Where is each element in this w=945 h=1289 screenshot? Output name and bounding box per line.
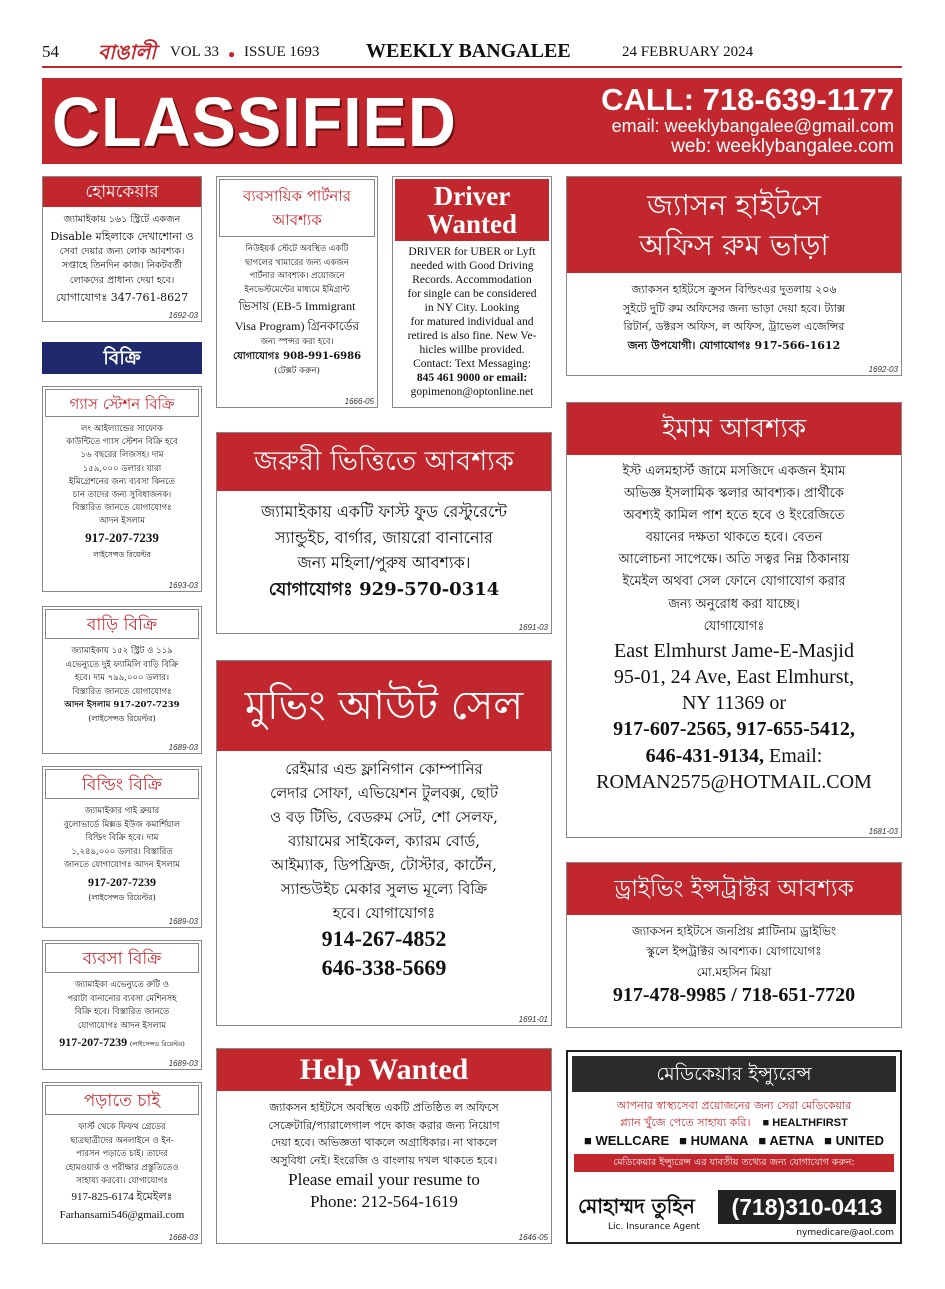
ad-phone: 917-207-7239	[88, 874, 156, 889]
ad-title: Help Wanted	[217, 1049, 551, 1091]
ad-title: গ্যাস স্টেশন বিক্রি	[45, 389, 199, 417]
contact-website: web: weeklybangalee.com	[671, 136, 894, 157]
ad-text: ইনভেস্টমেন্টের মাধ্যমে ইমিগ্রান্ট	[244, 284, 350, 295]
separator-dot-icon: ●	[228, 47, 236, 61]
ad-text: যোগাযোগঃ আদন ইসলাম	[77, 1020, 167, 1031]
ad-text: বিল্ডিং বিক্রি হবে। দাম	[85, 833, 159, 844]
ad-house-sale	[42, 606, 202, 754]
ad-text: ছাগলের খামারের জন্য একজন	[245, 257, 349, 268]
issue-label: ISSUE 1693	[244, 44, 320, 60]
ad-text: স্যান্ডুইচ, বার্গার, জায়রো বানানোর	[275, 527, 493, 547]
ad-text: আলোচনা সাপেক্ষে। অতি সত্বর নিম্ন ঠিকানায়	[618, 552, 850, 568]
ad-medicare: মেডিকেয়ার ইন্স্যুরেন্স আপনার স্বাস্থ্যসেবা প্রয়োজনের জন্য সেরা মেডিকেয়ার প্ল্যান খুঁজে পেতে সাহায্য করি। ■ HEALTHFIRST ■ WELLCARE ■ HUMANA ■ AETNA ■ UNITED মেডিকেয়ার ইন্স্যুরেন্স এর যাবতীয় তথ্যের জন্য যোগাযোগ করুন: মোহাম্মদ তুহিন Lic. Insurance Agent (718)310-0413 nymedicare@aol.com	[566, 1050, 902, 1244]
ad-text: জ্যাকসন হাইটসে জনপ্রিয় প্লাটিনাম ড্রাইভিং	[631, 924, 837, 938]
ad-text: জন্য মহিলা/পুরুষ আবশ্যক।	[297, 553, 471, 573]
ad-business-partner	[216, 176, 378, 408]
ad-text: সেবা দেয়ার জন্য লোক আবশ্যক।	[59, 245, 185, 257]
brand-aetna: AETNA	[769, 1133, 815, 1148]
agent-title: Lic. Insurance Agent	[608, 1222, 700, 1232]
ad-text: Records. Accommodation	[412, 274, 532, 287]
ad-text: Disable মহিলাকে দেখাশোনা ও	[50, 229, 194, 243]
ad-title-line: Driver	[433, 181, 511, 211]
ad-text: সাহায্য করবো। যোগাযোগঃ	[76, 1176, 168, 1187]
ad-text: স্যান্ডউইচ মেকার সুলভ মূল্যে বিক্রি	[280, 880, 488, 898]
ad-text: ইমেইল অথবা সেল ফোনে যোগাযোগ করার	[622, 574, 846, 590]
ad-text: (লাইসেন্সড রিয়েল্টর)	[88, 713, 156, 723]
ad-text: সপ্তাহে তিনদিন কাজ। নিকটবর্তী	[61, 260, 183, 272]
ad-text: সুইটে দুটি রুম অফিসের জন্য ভাড়া দেয়া হবে। ট্যাক্স	[623, 301, 845, 315]
ad-text: retired is also fine. New Ve-	[407, 330, 537, 343]
ad-text: অবশ্যই কামিল পাশ হতে হবে ও ইংরেজিতে	[623, 508, 845, 524]
ad-text: পার্টনার আবশ্যক। প্রয়োজনে	[249, 271, 345, 282]
ad-title-line: আবশ্যক	[272, 211, 322, 229]
ad-contact: 845 461 9000 or email:	[416, 372, 528, 385]
ad-title-line: অফিস রুম ভাড়া	[639, 228, 829, 262]
ad-text: লাইসেন্সড রিয়েল্টর	[93, 549, 151, 559]
ad-text: জ্যামাইকায় ১৫২ স্ট্রিট ও ১১৯	[71, 646, 173, 656]
ad-ref: 1692-03	[868, 365, 898, 374]
ad-text: লোকদের প্রাধান্য দেয়া হবে।	[69, 275, 175, 287]
ad-text: লং আইল্যান্ডের সাফোক	[81, 424, 163, 434]
ad-text: ছাত্রছাত্রীদের অনলাইনে ও ইন-	[70, 1135, 174, 1146]
ad-ref: 1691-01	[518, 1015, 548, 1024]
ad-text: জানতে যোগাযোগঃ আদন ইসলাম	[64, 860, 180, 871]
ad-text: প্ল্যান খুঁজে পেতে সাহায্য করি।	[620, 1115, 751, 1129]
ad-imam-wanted	[566, 402, 902, 838]
ad-title: ব্যবসা বিক্রি	[45, 943, 199, 973]
ad-text: স্কুলে ইন্সট্রাক্টর আবশ্যক। যোগাযোগঃ	[646, 944, 822, 959]
ad-text: বিক্রি হবে। বিস্তারিত জানতে	[74, 1007, 170, 1018]
ad-ref: 1691-03	[518, 623, 548, 632]
ad-text: আদন ইসলাম	[99, 516, 145, 527]
ad-driving-instructor	[566, 862, 902, 1028]
ad-contact: 917-825-6174 ইমেইলঃ	[71, 1190, 173, 1203]
paper-name: WEEKLY BANGALEE	[366, 40, 571, 62]
ad-contact: যোগাযোগঃ 347-761-8627	[55, 290, 189, 304]
section-title: CLASSIFIED	[52, 83, 457, 161]
ad-address: East Elmhurst Jame-E-Masjid	[614, 639, 854, 662]
brand-humana: HUMANA	[690, 1133, 749, 1148]
agent-phone: (718)310-0413	[718, 1190, 896, 1224]
ad-ref: 1693-03	[168, 581, 198, 590]
ad-text: বয়ানের দক্ষতা থাকতে হবে। বেতন	[645, 530, 823, 546]
brand-united: UNITED	[835, 1133, 884, 1148]
ad-text: আপনার স্বাস্থ্যসেবা প্রয়োজনের জন্য সেরা মেডিকেয়ার	[616, 1099, 852, 1112]
ad-text: কাউন্টিতে গ্যাস স্টেশন বিক্রি হবে	[66, 437, 178, 448]
ad-text: বুলোভার্ডে মিক্সড ইউজ কমার্শিয়াল	[63, 819, 181, 830]
ad-phone: 646-431-9134,	[645, 744, 764, 767]
ad-text: লেদার সোফা, এভিয়েশন টুলবক্স, ছোট	[270, 784, 498, 802]
classified-banner	[42, 78, 902, 164]
ad-text: পারসন পড়াতে চাই। তাদের	[76, 1149, 168, 1160]
ad-contact: যোগাযোগঃ 908-991-6986	[232, 351, 362, 363]
ad-text: মেডিকেয়ার ইন্স্যুরেন্স এর যাবতীয় তথ্যের জন্য যোগাযোগ করুন:	[574, 1154, 894, 1172]
ad-text: জ্যাকসন হাইটসে ক্রুসন বিল্ডিংএর দুতলায় ২০৬	[631, 283, 837, 296]
ad-text: Visa Program) গ্রিনকার্ডের	[234, 318, 360, 333]
ad-text: needed with Good Driving	[410, 260, 534, 273]
ad-title: পড়াতে চাই	[45, 1085, 199, 1115]
ad-text: রিটার্ন, ডক্টরস অফিস, ল অফিস, ট্রাভেল এজেন্সির	[623, 320, 845, 334]
contact-email: email: weeklybangalee@gmail.com	[611, 116, 894, 136]
ad-gas-station	[42, 386, 202, 592]
ad-title: বাড়ি বিক্রি	[45, 609, 199, 639]
ad-text: (লাইসেন্সড রিয়েল্টর)	[129, 1040, 185, 1049]
ad-text: (লাইসেন্সড রিয়েল্টর)	[88, 893, 156, 903]
ad-ref: 1689-03	[168, 917, 198, 926]
ad-text: বিস্তারিত জানতে যোগাযোগঃ	[72, 503, 172, 514]
ad-email: Farhansami546@gmail.com	[59, 1208, 185, 1221]
ad-text: in NY City. Looking	[424, 302, 520, 315]
ad-contact: আদন ইসলাম 917-207-7239	[64, 700, 180, 711]
ad-text: DRIVER for UBER or Lyft	[408, 246, 536, 258]
ad-text: যোগাযোগঃ	[703, 618, 765, 634]
ad-text: জ্যাকসন হাইটসে অবস্থিত একটি প্রতিষ্ঠিত ল অফিসে	[269, 1101, 499, 1114]
ad-urgent-hiring	[216, 432, 552, 634]
ad-business-sale	[42, 940, 202, 1070]
ad-text: পরাটা বানানোর ব্যবসা মেশিনসহ	[67, 993, 177, 1004]
ad-contact: জন্য উপযোগী। যোগাযোগঃ 917-566-1612	[627, 339, 841, 353]
ad-phone: 917-207-7239	[59, 1035, 128, 1050]
ad-office-rent	[566, 176, 902, 376]
ad-text: অসুবিধা নেই। ইংরেজি ও বাংলায় দখল থাকতে হবে।	[270, 1153, 498, 1167]
ad-text: (টেক্সট করুন)	[274, 366, 320, 377]
ad-text: Please email your resume to	[288, 1170, 480, 1190]
ad-text: ১,২৪৯,০০০ ডলার। বিস্তারিত	[71, 846, 173, 857]
ad-title-line: ব্যবসায়িক পার্টনার	[243, 187, 351, 205]
ad-moving-sale	[216, 660, 552, 1026]
ad-text: জন্য স্পন্সর করা হবে।	[260, 336, 334, 347]
ad-text: ফার্স্ট থেকে ফিফথ গ্রেডের	[78, 1122, 166, 1132]
ad-text: চান তাদের জন্য সুবিধাজনক।	[72, 489, 172, 500]
ad-ref: 1668-03	[168, 1233, 198, 1242]
paper-logo: বাঙালী	[98, 40, 157, 64]
ad-text: for single can be considered	[407, 288, 537, 301]
ad-homecare	[42, 176, 202, 322]
ad-title-line: জ্যাসন হাইটসে	[647, 188, 821, 222]
ad-text: ১৬ বছরের লিজসহ। দাম	[80, 450, 164, 461]
volume-label: VOL 33	[170, 44, 220, 60]
ad-text: ইস্ট এলমহার্স্ট জামে মসজিদে একজন ইমাম	[622, 464, 846, 479]
ad-text: ১৫৯,০০০ ডলার। যারা	[82, 463, 162, 474]
ad-text: জ্যামাইকা এভেন্যুতে রুটি ও	[74, 980, 170, 990]
page-number: 54	[42, 42, 59, 61]
ad-text: নিউইয়র্ক স্টেটে অবস্থিত একটি	[245, 244, 349, 254]
ad-title: মেডিকেয়ার ইন্স্যুরেন্স	[572, 1056, 896, 1092]
ad-ref: 1689-03	[168, 743, 198, 752]
brand-healthfirst: HEALTHFIRST	[772, 1116, 848, 1129]
ad-text: ব্যায়ামের সাইকেল, ক্যারম বোর্ড,	[287, 832, 481, 850]
ad-title	[395, 179, 549, 241]
ad-text: Contact: Text Messaging:	[413, 358, 531, 371]
ad-text: রেইমার এন্ড ফ্লানিগান কোম্পানির	[285, 760, 483, 778]
ad-contact: যোগাযোগঃ 929-570-0314	[268, 578, 500, 600]
ad-ref: 1646-05	[518, 1233, 548, 1242]
ad-contact: Phone: 212-564-1619	[310, 1192, 458, 1212]
ad-tutor	[42, 1082, 202, 1244]
ad-building-sale	[42, 766, 202, 928]
ad-address: NY 11369 or	[681, 691, 787, 714]
ad-title: বিল্ডিং বিক্রি	[45, 769, 199, 799]
ad-text: ও বড় টিভি, বেডরুম সেট, শো সেলফ,	[270, 808, 498, 826]
ad-text: হবে। দাম ৭৯৯,০০০ ডলার।	[74, 673, 170, 684]
ad-text: দেয়া হবে। অভিজ্ঞতা থাকলে অগ্রাধিকার। না থাকলে	[270, 1136, 498, 1150]
ad-title: জরুরী ভিত্তিতে আবশ্যক	[217, 433, 551, 491]
ad-ref: 1692-03	[168, 311, 198, 320]
sale-section-header: বিক্রি	[42, 342, 202, 374]
issue-date: 24 FEBRUARY 2024	[622, 44, 754, 60]
ad-ref: 1689-03	[168, 1059, 198, 1068]
agent-email: nymedicare@aol.com	[796, 1228, 894, 1238]
ad-text: ইমিগ্রেশনের জন্য ব্যবসা কিনতে	[68, 476, 176, 487]
ad-title: ইমাম আবশ্যক	[567, 403, 901, 455]
ad-text: মো.মহসিন মিয়া	[696, 964, 772, 979]
ad-address: 95-01, 24 Ave, East Elmhurst,	[613, 665, 855, 688]
ad-text: আইম্যাক, ডিপফ্রিজ, টোস্টার, কার্টেন,	[271, 856, 497, 874]
ad-phone: 914-267-4852	[321, 926, 447, 951]
ad-text: বিস্তারিত জানতে যোগাযোগঃ	[72, 686, 172, 697]
ad-phone: 917-607-2565, 917-655-5412,	[613, 717, 855, 740]
ad-help-wanted	[216, 1048, 552, 1244]
ad-phone: 917-207-7239	[85, 530, 159, 546]
ad-title: মুভিং আউট সেল	[217, 661, 551, 751]
agent-name: মোহাম্মদ তুহিন	[578, 1194, 695, 1218]
ad-title: হোমকেয়ার	[43, 177, 201, 207]
ad-text: হবে। যোগাযোগঃ	[332, 904, 436, 922]
ad-text: সেক্রেটারি/প্যারালেগাল পদে কাজ করার জন্য নিয়োগ	[268, 1118, 500, 1132]
ad-text: ভিসায় (EB-5 Immigrant	[238, 299, 356, 314]
ad-text: hicles willbe provided.	[419, 344, 525, 357]
ad-text: for matured individual and	[410, 316, 534, 329]
ad-text: জন্য অনুরোধ করা যাচ্ছে।	[668, 596, 800, 612]
call-number: CALL: 718-639-1177	[601, 82, 894, 117]
ad-text: জ্যামাইকায় একটি ফাস্ট ফুড রেস্টুরেন্টে	[260, 502, 508, 521]
ad-phone: 646-338-5669	[321, 954, 447, 980]
ad-email: gopimenon@optonline.net	[410, 386, 534, 399]
ad-phone: 917-478-9985 / 718-651-7720	[612, 984, 856, 1007]
ad-title: ড্রাইভিং ইন্সট্রাক্টর আবশ্যক	[567, 863, 901, 915]
ad-driver-wanted	[392, 176, 552, 408]
ad-text: জ্যামাইকার গাই ব্রুয়ার	[84, 806, 160, 816]
ad-title-line: Wanted	[426, 209, 518, 239]
ad-email: ROMAN2575@HOTMAIL.COM	[596, 770, 872, 793]
ad-text: জ্যামাইকায় ১৬১ স্ট্রিটে একজন	[63, 214, 181, 225]
ad-text: অভিজ্ঞ ইসলামিক স্কলার আবশ্যক। প্রার্থীকে	[624, 486, 844, 502]
ad-title	[567, 177, 901, 273]
ad-text: এভেন্যুতে দুই ফ্যামিলি বাড়ি বিক্রি	[65, 659, 179, 670]
ad-ref: 1681-03	[868, 827, 898, 836]
ad-title	[219, 179, 375, 237]
brand-wellcare: WELLCARE	[595, 1133, 670, 1148]
ad-text: হোমওয়ার্ক ও পরীক্ষার প্রস্তুতিতেও	[65, 1162, 179, 1173]
ad-ref: 1666-05	[344, 397, 374, 406]
ad-text: Email:	[764, 744, 823, 767]
